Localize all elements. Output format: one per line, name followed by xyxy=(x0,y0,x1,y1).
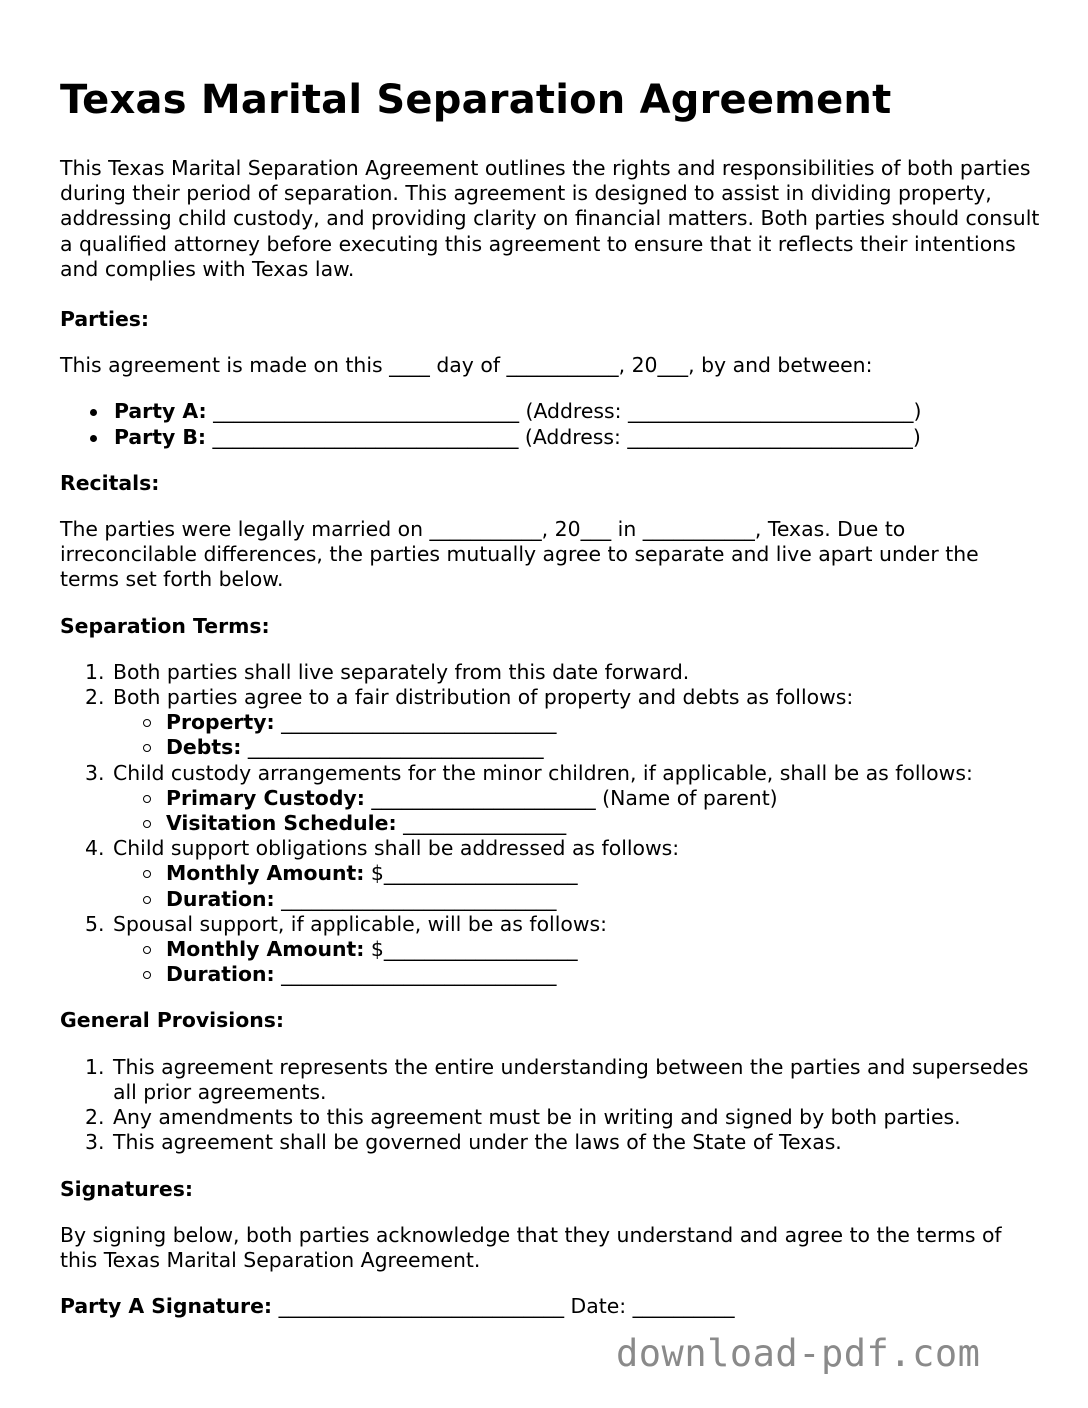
recitals-heading: Recitals: xyxy=(60,470,160,495)
sub-item-label: Debts: xyxy=(166,735,242,760)
sub-item-duration xyxy=(113,887,1040,912)
parties-list xyxy=(60,399,1040,449)
sub-item-property xyxy=(113,710,1040,735)
item-text: Any amendments to this agreement must be in writing and signed by both parties. xyxy=(113,1105,961,1130)
sub-list xyxy=(113,937,1040,987)
party-a-item xyxy=(60,399,1040,424)
watermark: download-pdf.com xyxy=(616,1332,981,1375)
sub-item-blank: $___________________ xyxy=(364,937,578,962)
parties-heading: Parties: xyxy=(60,307,150,332)
document-title: Texas Marital Separation Agreement xyxy=(60,77,892,123)
item-text: Both parties agree to a fair distribution of property and debts as follows: xyxy=(113,685,854,710)
sub-item-blank: ___________________________ xyxy=(274,710,557,735)
party-a-signature-line xyxy=(60,1294,1040,1319)
item-number: 4. xyxy=(85,836,105,861)
list-item xyxy=(60,761,1040,837)
signatures-paragraph: By signing below, both parties acknowledge that they understand and agree to the terms of this Texas Marital Separation Agreement. xyxy=(60,1222,1002,1272)
sub-item-label: Visitation Schedule: xyxy=(166,811,397,836)
item-number: 3. xyxy=(85,1130,105,1155)
item-text: Both parties shall live separately from this date forward. xyxy=(113,659,690,684)
item-number: 2. xyxy=(85,685,105,710)
intro-paragraph: This Texas Marital Separation Agreement outlines the rights and responsibilities of both parties during their period of separation. This agreement is designed to assist in dividing property, addressing child custody, and providing clarity on financial matters. Both parties should consult a qualified attorney before executing this agreement to ensure that it reflects their intentions and complies with Texas law. xyxy=(60,156,1040,281)
sub-item-debts xyxy=(113,735,1040,760)
list-item xyxy=(60,836,1040,912)
separation-terms-heading: Separation Terms: xyxy=(60,613,270,638)
sub-item-visitation xyxy=(113,811,1040,836)
recitals-paragraph: The parties were legally married on ___________, 20___ in ___________, Texas. Due to irreconcilable differences, the parties mutually agree to separate and live apart under the terms set forth below. xyxy=(60,517,979,592)
parties-paragraph: This agreement is made on this ____ day of ___________, 20___, by and between: xyxy=(60,353,873,378)
sub-item-blank: _____________________________ xyxy=(241,735,544,760)
sub-item-label: Property: xyxy=(166,710,275,735)
sub-item-primary-custody xyxy=(113,786,1040,811)
item-text: This agreement shall be governed under the laws of the State of Texas. xyxy=(113,1130,842,1155)
sub-item-blank: ________________ xyxy=(396,811,567,836)
sub-item-label: Primary Custody: xyxy=(166,785,365,810)
item-text: Child custody arrangements for the minor children, if applicable, shall be as follows: xyxy=(113,760,973,785)
party-b-item xyxy=(60,425,1040,450)
list-item xyxy=(60,685,1040,761)
item-number: 3. xyxy=(85,760,105,785)
sub-item-blank: ___________________________ xyxy=(274,962,557,987)
sub-item-monthly-amount xyxy=(113,861,1040,886)
general-provisions-heading: General Provisions: xyxy=(60,1008,285,1033)
party-a-signature-blank: ____________________________ Date: __________ xyxy=(272,1294,735,1319)
separation-terms-list xyxy=(60,660,1040,988)
general-provisions-list xyxy=(60,1055,1040,1156)
sub-list xyxy=(113,710,1040,760)
sub-item-monthly-amount xyxy=(113,937,1040,962)
sub-item-label: Monthly Amount: xyxy=(166,861,365,886)
list-item xyxy=(60,1055,1040,1105)
list-item xyxy=(60,1130,1040,1155)
sub-item-blank: ______________________ (Name of parent) xyxy=(364,785,778,810)
item-text: Child support obligations shall be addressed as follows: xyxy=(113,836,680,861)
list-item xyxy=(60,912,1040,988)
party-a-label: Party A: xyxy=(114,399,207,424)
item-number: 5. xyxy=(85,911,105,936)
sub-item-label: Duration: xyxy=(166,886,275,911)
signatures-heading: Signatures: xyxy=(60,1176,193,1201)
sub-item-duration xyxy=(113,962,1040,987)
list-item xyxy=(60,1105,1040,1130)
sub-item-label: Duration: xyxy=(166,962,275,987)
sub-item-blank: $___________________ xyxy=(364,861,578,886)
party-a-signature-label: Party A Signature: xyxy=(60,1294,273,1319)
item-text: This agreement represents the entire understanding between the parties and supersedes all prior agreements. xyxy=(113,1054,1029,1104)
party-b-fields: ______________________________ (Address: ____________________________) xyxy=(206,424,921,449)
party-b-label: Party B: xyxy=(114,424,207,449)
document-page xyxy=(60,74,1040,1319)
item-number: 2. xyxy=(85,1105,105,1130)
item-number: 1. xyxy=(85,1054,105,1079)
sub-list xyxy=(113,786,1040,836)
item-text: Spousal support, if applicable, will be as follows: xyxy=(113,911,608,936)
item-number: 1. xyxy=(85,659,105,684)
sub-item-blank: ___________________________ xyxy=(274,886,557,911)
sub-item-label: Monthly Amount: xyxy=(166,937,365,962)
sub-list xyxy=(113,861,1040,911)
list-item xyxy=(60,660,1040,685)
party-a-fields: ______________________________ (Address: ____________________________) xyxy=(206,399,922,424)
